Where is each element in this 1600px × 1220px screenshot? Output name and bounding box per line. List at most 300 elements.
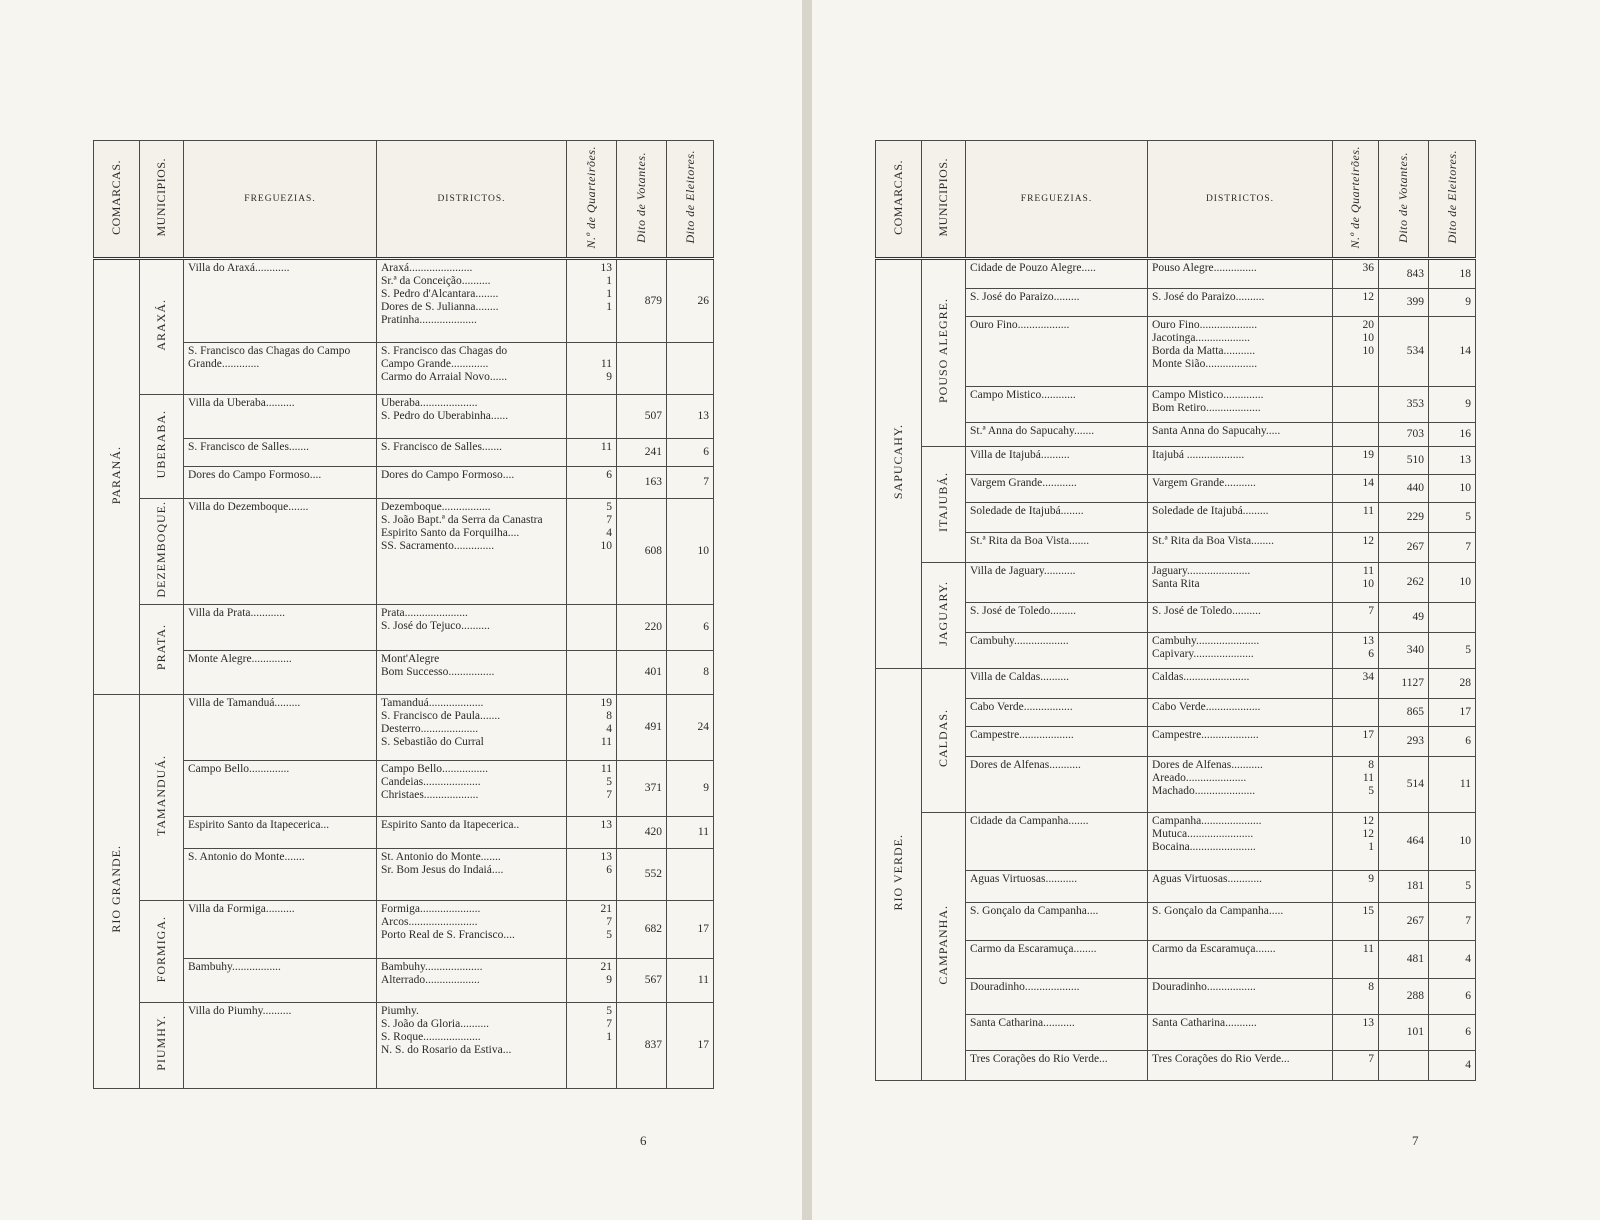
municipio-label: POUSO ALEGRE.: [936, 298, 950, 404]
header-quarteiroes: N.º de Quarteirões.: [567, 141, 617, 259]
freguezia-cell: Dores de Alfenas...........: [966, 757, 1148, 813]
districtos-cell: [1148, 533, 1333, 563]
districto-item: Mont'Alegre: [381, 652, 440, 665]
votantes-cell: 49: [1379, 603, 1429, 633]
freguezia-cell: Villa de Itajubá..........: [966, 447, 1148, 475]
quarteiroes-cell: [567, 900, 617, 958]
eleitores-cell: 6: [1429, 979, 1476, 1015]
districto-item: Bom Successo................: [381, 665, 495, 678]
districto-item: Tres Corações do Rio Verde...: [1152, 1053, 1290, 1065]
eleitores-cell: 18: [1429, 259, 1476, 289]
districto-item: Sr. Bom Jesus do Indaiá....: [381, 863, 504, 876]
quarteiroes-value: 10: [600, 540, 612, 552]
votantes-cell: 507: [617, 395, 667, 439]
quarteiroes-cell: [567, 1002, 617, 1088]
quarteiroes-value: [571, 314, 612, 327]
table-row: [94, 848, 714, 900]
districtos-cell: [1148, 979, 1333, 1015]
municipio-label: PRATA.: [154, 624, 168, 671]
votantes-cell: 879: [617, 259, 667, 343]
freguezia-cell: Campo Bello..............: [184, 760, 377, 816]
districtos-cell: [1148, 259, 1333, 289]
freguezia-cell: Cambuhy...................: [966, 633, 1148, 669]
table-row: [876, 871, 1476, 903]
quarteiroes-value: 11: [600, 441, 612, 453]
freguezia-cell: Cidade de Pouzo Alegre.....: [966, 259, 1148, 289]
header-districtos: DISTRICTOS.: [1148, 141, 1333, 259]
eleitores-cell: 4: [1429, 1051, 1476, 1081]
table-row: [94, 259, 714, 343]
freguezia-cell: Villa do Araxá............: [184, 259, 377, 343]
quarteiroes-value: 15: [1362, 905, 1374, 917]
municipio-cell: [140, 259, 184, 395]
freguezia-cell: Ouro Fino..................: [966, 317, 1148, 387]
quarteiroes-cell: [1333, 447, 1379, 475]
districto-item: Ouro Fino....................: [1152, 319, 1258, 331]
quarteiroes-cell: [1333, 633, 1379, 669]
table-row: [94, 650, 714, 694]
quarteiroes-value: 13: [600, 818, 612, 831]
freguezia-cell: Campestre...................: [966, 727, 1148, 757]
quarteiroes-cell: [1333, 1015, 1379, 1051]
districto-item: Pouso Alegre...............: [1152, 262, 1257, 274]
municipio-cell: [140, 499, 184, 605]
quarteiroes-cell: [1333, 979, 1379, 1015]
table-row: [876, 699, 1476, 727]
municipio-label: DEZEMBOQUE.: [154, 501, 168, 598]
freguezia-cell: Douradinho...................: [966, 979, 1148, 1015]
municipio-label: ITAJUBÁ.: [936, 472, 950, 533]
freguezia-cell: Villa da Formiga..........: [184, 900, 377, 958]
quarteiroes-value: 7: [1368, 1053, 1374, 1065]
table-row: [94, 816, 714, 848]
quarteiroes-value: 11: [1362, 505, 1374, 517]
districto-item: Jacotinga...................: [1152, 332, 1251, 344]
right-census-table: [875, 140, 1476, 1081]
quarteiroes-cell: [567, 499, 617, 605]
districto-item: Pratinha....................: [381, 314, 477, 326]
quarteiroes-value: 14: [1362, 477, 1374, 489]
quarteiroes-cell: [1333, 289, 1379, 317]
districtos-cell: [1148, 669, 1333, 699]
quarteiroes-cell: [1333, 387, 1379, 423]
districto-item: Campanha.....................: [1152, 815, 1262, 827]
votantes-cell: 220: [617, 604, 667, 650]
quarteiroes-value: 19: [1362, 449, 1374, 461]
districto-item: Campestre....................: [1152, 729, 1259, 741]
districto-item: St.ª Rita da Boa Vista........: [1152, 535, 1275, 547]
quarteiroes-value: 1: [606, 288, 612, 300]
table-row: [94, 499, 714, 605]
municipio-label: CALDAS.: [936, 709, 950, 768]
table-row: [876, 423, 1476, 447]
quarteiroes-cell: [1333, 903, 1379, 941]
quarteiroes-value: 4: [606, 527, 612, 539]
districtos-cell: [1148, 1015, 1333, 1051]
districtos-cell: [1148, 757, 1333, 813]
quarteiroes-value: 12: [1362, 815, 1374, 827]
districto-item: Espirito Santo da Forquilha....: [381, 527, 520, 539]
quarteiroes-value: 8: [1368, 981, 1374, 993]
districto-item: Dores de Alfenas...........: [1152, 759, 1263, 771]
districto-item: Aguas Virtuosas............: [1152, 873, 1262, 885]
table-row: [876, 475, 1476, 503]
votantes-cell: 464: [1379, 813, 1429, 871]
eleitores-cell: 11: [1429, 757, 1476, 813]
quarteiroes-value: 21: [600, 902, 612, 915]
comarca-label: PARANÁ.: [109, 445, 123, 504]
header-quarteiroes: N.º de Quarteirões.: [1333, 141, 1379, 259]
districto-item: Santa Rita: [1152, 578, 1200, 590]
table-row: [876, 603, 1476, 633]
districtos-cell: [1148, 813, 1333, 871]
quarteiroes-value: [1337, 402, 1374, 415]
municipio-cell: [140, 1002, 184, 1088]
header-votantes: Dito de Votantes.: [1379, 141, 1429, 259]
eleitores-cell: 14: [1429, 317, 1476, 387]
districto-item: Douradinho.................: [1152, 981, 1256, 993]
votantes-cell: 682: [617, 900, 667, 958]
quarteiroes-value: 8: [1368, 759, 1374, 771]
districto-item: S. José de Toledo..........: [1152, 605, 1261, 617]
eleitores-cell: 13: [667, 395, 714, 439]
municipio-cell: [140, 395, 184, 499]
eleitores-cell: 24: [667, 694, 714, 760]
districto-item: Borda da Matta...........: [1152, 345, 1256, 357]
districto-item: St. Antonio do Monte.......: [381, 850, 501, 863]
municipio-cell: [922, 813, 966, 1081]
header-row: [876, 141, 1476, 259]
municipio-cell: [922, 259, 966, 447]
districto-item: Candeias....................: [381, 775, 481, 788]
comarca-cell: [94, 694, 140, 1088]
quarteiroes-cell: [1333, 423, 1379, 447]
districto-item: Araxá......................: [381, 262, 473, 274]
districto-item: Bom Retiro...................: [1152, 402, 1261, 414]
eleitores-cell: 5: [1429, 871, 1476, 903]
quarteiroes-value: 6: [606, 863, 612, 876]
districto-item: Carmo da Escaramuça.......: [1152, 943, 1276, 955]
quarteiroes-value: 9: [606, 371, 612, 383]
districtos-cell: [1148, 503, 1333, 533]
districto-item: S. José do Paraizo..........: [1152, 291, 1265, 303]
header-row: [94, 141, 714, 259]
districtos-cell: [1148, 727, 1333, 757]
book-gutter: [802, 0, 812, 1220]
eleitores-cell: 17: [1429, 699, 1476, 727]
districto-item: Arcos........................: [381, 915, 478, 928]
quarteiroes-cell: [1333, 475, 1379, 503]
quarteiroes-cell: [567, 760, 617, 816]
table-row: [876, 259, 1476, 289]
table-row: [94, 1002, 714, 1088]
votantes-cell: 440: [1379, 475, 1429, 503]
districtos-cell: [1148, 387, 1333, 423]
freguezia-cell: Villa da Prata............: [184, 604, 377, 650]
districto-item: S. Francisco das Chagas do: [381, 345, 508, 357]
quarteiroes-value: 13: [600, 850, 612, 863]
quarteiroes-value: [1337, 389, 1374, 402]
freguezia-cell: Espirito Santo da Itapecerica...: [184, 816, 377, 848]
quarteiroes-value: [1337, 701, 1374, 714]
quarteiroes-value: 34: [1362, 671, 1374, 683]
table-row: [94, 694, 714, 760]
districtos-cell: [1148, 871, 1333, 903]
eleitores-cell: 7: [1429, 903, 1476, 941]
table-row: [876, 387, 1476, 423]
votantes-cell: 267: [1379, 533, 1429, 563]
districtos-cell: [1148, 1051, 1333, 1081]
municipio-cell: [140, 694, 184, 900]
quarteiroes-value: 6: [606, 469, 612, 481]
table-row: [876, 979, 1476, 1015]
header-comarcas: COMARCAS.: [876, 141, 922, 259]
table-row: [94, 343, 714, 395]
eleitores-cell: [667, 343, 714, 395]
quarteiroes-value: 7: [606, 788, 612, 801]
freguezia-cell: St.ª Anna do Sapucahy.......: [966, 423, 1148, 447]
freguezia-cell: Tres Corações do Rio Verde...: [966, 1051, 1148, 1081]
quarteiroes-cell: [567, 259, 617, 343]
districtos-cell: [1148, 447, 1333, 475]
freguezia-cell: Villa de Tamanduá.........: [184, 694, 377, 760]
quarteiroes-value: 9: [1368, 873, 1374, 885]
districto-item: Formiga.....................: [381, 902, 481, 915]
header-comarcas: COMARCAS.: [94, 141, 140, 259]
comarca-label: RIO VERDE.: [891, 834, 905, 911]
districto-item: Machado.....................: [1152, 785, 1256, 797]
freguezia-cell: Vargem Grande............: [966, 475, 1148, 503]
quarteiroes-cell: [1333, 727, 1379, 757]
table-row: [94, 439, 714, 467]
eleitores-cell: 5: [1429, 503, 1476, 533]
districtos-cell: [377, 499, 567, 605]
freguezia-cell: Cidade da Campanha.......: [966, 813, 1148, 871]
quarteiroes-value: 11: [1362, 772, 1374, 784]
freguezia-cell: St.ª Rita da Boa Vista.......: [966, 533, 1148, 563]
districtos-cell: [1148, 699, 1333, 727]
freguezia-cell: Villa do Dezemboque.......: [184, 499, 377, 605]
eleitores-cell: [667, 848, 714, 900]
quarteiroes-value: 19: [600, 696, 612, 709]
quarteiroes-cell: [1333, 317, 1379, 387]
table-row: [876, 447, 1476, 475]
quarteiroes-value: 5: [606, 928, 612, 941]
eleitores-cell: 9: [1429, 289, 1476, 317]
votantes-cell: 567: [617, 958, 667, 1002]
districto-item: S. Gonçalo da Campanha.....: [1152, 905, 1284, 917]
districto-item: Bocaina.......................: [1152, 841, 1256, 853]
municipio-label: JAGUARY.: [936, 581, 950, 646]
freguezia-cell: S. Antonio do Monte.......: [184, 848, 377, 900]
votantes-cell: 514: [1379, 757, 1429, 813]
municipio-label: TAMANDUÁ.: [154, 754, 168, 836]
freguezia-cell: S. Gonçalo da Campanha....: [966, 903, 1148, 941]
eleitores-cell: [1429, 603, 1476, 633]
votantes-cell: 340: [1379, 633, 1429, 669]
votantes-cell: [617, 343, 667, 395]
quarteiroes-value: [571, 620, 612, 633]
quarteiroes-cell: [567, 439, 617, 467]
quarteiroes-value: 5: [606, 775, 612, 788]
districto-item: Cabo Verde...................: [1152, 701, 1261, 713]
votantes-cell: 703: [1379, 423, 1429, 447]
districto-item: Dezemboque.................: [381, 501, 491, 513]
eleitores-cell: 16: [1429, 423, 1476, 447]
votantes-cell: 262: [1379, 563, 1429, 603]
votantes-cell: 101: [1379, 1015, 1429, 1051]
table-row: [876, 727, 1476, 757]
quarteiroes-value: [571, 653, 612, 666]
freguezia-cell: Soledade de Itajubá........: [966, 503, 1148, 533]
votantes-cell: 401: [617, 650, 667, 694]
right-page: [812, 0, 1600, 1220]
votantes-cell: 837: [617, 1002, 667, 1088]
districto-item: Itajubá ....................: [1152, 449, 1245, 461]
comarca-cell: [876, 669, 922, 1081]
header-municipios: MUNICIPIOS.: [922, 141, 966, 259]
comarca-cell: [876, 259, 922, 669]
eleitores-cell: 10: [667, 499, 714, 605]
freguezia-cell: Cabo Verde.................: [966, 699, 1148, 727]
districtos-cell: [377, 650, 567, 694]
districto-item: SS. Sacramento..............: [381, 540, 495, 552]
districto-item: Mutuca.......................: [1152, 828, 1254, 840]
quarteiroes-value: [571, 345, 612, 358]
districto-item: N. S. do Rosario da Estiva...: [381, 1043, 512, 1056]
quarteiroes-value: 11: [1362, 943, 1374, 955]
freguezia-cell: S. Francisco das Chagas do Campo Grande.............: [184, 343, 377, 395]
quarteiroes-value: 1: [606, 275, 612, 287]
quarteiroes-value: 11: [1362, 565, 1374, 577]
quarteiroes-value: 13: [600, 262, 612, 274]
quarteiroes-value: 7: [606, 514, 612, 526]
quarteiroes-cell: [567, 343, 617, 395]
quarteiroes-value: 1: [1368, 841, 1374, 853]
page-number-right: 7: [1412, 1133, 1419, 1148]
votantes-cell: 552: [617, 848, 667, 900]
votantes-cell: 865: [1379, 699, 1429, 727]
quarteiroes-value: 7: [1368, 605, 1374, 617]
municipio-cell: [922, 669, 966, 813]
quarteiroes-value: 36: [1362, 262, 1374, 274]
quarteiroes-value: 12: [1362, 828, 1374, 840]
left-census-table: [93, 140, 714, 1089]
districto-item: Capivary.....................: [1152, 648, 1254, 660]
eleitores-cell: 6: [1429, 727, 1476, 757]
eleitores-cell: 11: [667, 816, 714, 848]
quarteiroes-cell: [1333, 533, 1379, 563]
districto-item: Espirito Santo da Itapecerica..: [381, 818, 520, 831]
freguezia-cell: Aguas Virtuosas...........: [966, 871, 1148, 903]
quarteiroes-value: 5: [606, 501, 612, 513]
comarca-label: RIO GRANDE.: [109, 845, 123, 933]
quarteiroes-value: 7: [606, 915, 612, 928]
quarteiroes-cell: [1333, 259, 1379, 289]
quarteiroes-value: 8: [606, 709, 612, 722]
districto-item: Carmo do Arraial Novo......: [381, 371, 508, 383]
quarteiroes-value: 12: [1362, 291, 1374, 303]
districtos-cell: [1148, 289, 1333, 317]
freguezia-cell: Carmo da Escaramuça........: [966, 941, 1148, 979]
comarca-cell: [94, 259, 140, 695]
votantes-cell: 481: [1379, 941, 1429, 979]
table-row: [94, 958, 714, 1002]
quarteiroes-cell: [1333, 503, 1379, 533]
districto-item: S. Roque....................: [381, 1030, 481, 1043]
quarteiroes-cell: [567, 958, 617, 1002]
quarteiroes-cell: [1333, 563, 1379, 603]
municipio-cell: [140, 604, 184, 694]
quarteiroes-cell: [567, 694, 617, 760]
districto-item: Monte Sião..................: [1152, 358, 1258, 370]
districtos-cell: [377, 900, 567, 958]
quarteiroes-value: [1337, 425, 1374, 438]
districto-item: Dores de S. Julianna........: [381, 301, 499, 313]
quarteiroes-value: 5: [606, 1004, 612, 1017]
quarteiroes-value: 11: [600, 735, 612, 748]
quarteiroes-cell: [567, 395, 617, 439]
header-freguezias: FREGUEZIAS.: [184, 141, 377, 259]
districtos-cell: [1148, 423, 1333, 447]
quarteiroes-cell: [567, 848, 617, 900]
quarteiroes-value: 10: [1362, 345, 1374, 357]
districto-item: S. Francisco de Paula.......: [381, 709, 501, 722]
districto-item: Prata......................: [381, 606, 468, 619]
freguezia-cell: Santa Catharina...........: [966, 1015, 1148, 1051]
districtos-cell: [1148, 317, 1333, 387]
eleitores-cell: 9: [1429, 387, 1476, 423]
votantes-cell: 241: [617, 439, 667, 467]
districto-item: S. João da Gloria..........: [381, 1017, 489, 1030]
quarteiroes-value: 13: [1362, 1017, 1374, 1029]
votantes-cell: 353: [1379, 387, 1429, 423]
table-row: [876, 757, 1476, 813]
districto-item: Santa Catharina...........: [1152, 1017, 1257, 1029]
districtos-cell: [1148, 941, 1333, 979]
districto-item: Bambuhy....................: [381, 960, 483, 973]
eleitores-cell: 10: [1429, 563, 1476, 603]
quarteiroes-value: 20: [1362, 319, 1374, 331]
districtos-cell: [377, 760, 567, 816]
table-row: [876, 289, 1476, 317]
votantes-cell: 399: [1379, 289, 1429, 317]
quarteiroes-value: [571, 666, 612, 679]
eleitores-cell: 10: [1429, 475, 1476, 503]
districto-item: Cambuhy......................: [1152, 635, 1260, 647]
districtos-cell: [377, 343, 567, 395]
table-row: [876, 533, 1476, 563]
header-votantes: Dito de Votantes.: [617, 141, 667, 259]
votantes-cell: 843: [1379, 259, 1429, 289]
table-row: [94, 604, 714, 650]
table-row: [876, 1015, 1476, 1051]
municipio-label: UBERABA.: [154, 410, 168, 479]
eleitores-cell: 11: [667, 958, 714, 1002]
votantes-cell: 288: [1379, 979, 1429, 1015]
eleitores-cell: 17: [667, 1002, 714, 1088]
districto-item: Porto Real de S. Francisco....: [381, 928, 515, 941]
quarteiroes-value: 10: [1362, 578, 1374, 590]
table-row: [876, 503, 1476, 533]
votantes-cell: 534: [1379, 317, 1429, 387]
votantes-cell: 267: [1379, 903, 1429, 941]
freguezia-cell: S. José de Toledo.........: [966, 603, 1148, 633]
eleitores-cell: 7: [1429, 533, 1476, 563]
quarteiroes-value: [571, 1044, 612, 1057]
districto-item: Campo Grande.............: [381, 358, 489, 370]
quarteiroes-cell: [1333, 699, 1379, 727]
